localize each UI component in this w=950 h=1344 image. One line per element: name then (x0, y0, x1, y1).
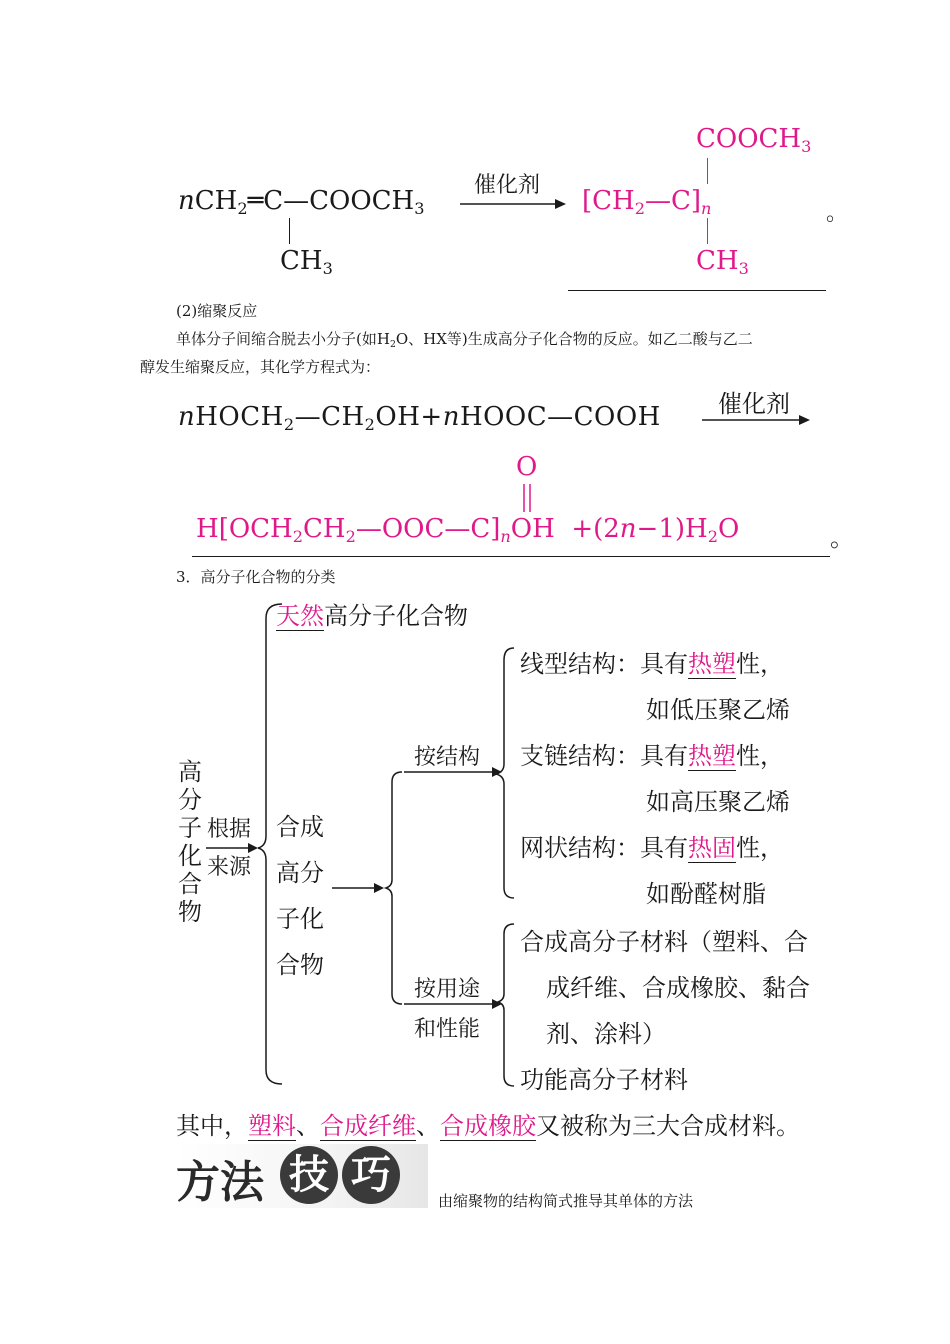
blank-natural: 天然 (276, 602, 324, 630)
eq1-product-top-bond (707, 158, 708, 184)
eq1-reactant: $nCH_2═C—COOCH_3$ (178, 186, 425, 218)
section2-paragraph-line1: 单体分子间缩合脱去小分子(如$H_2O$、HX等)生成高分子化合物的反应。如乙二酸与乙二 (176, 330, 753, 350)
tree-root-char: 化 (178, 842, 202, 870)
section2-heading: (2)缩聚反应 (176, 302, 258, 320)
tree-network: 网状结构：具有热固性， (520, 834, 784, 862)
tree-criterion-top: 根据 (207, 817, 252, 842)
eq2-reactants: $nHOCH_2—CH_2OH+nHOOC—COOH$ (178, 402, 661, 434)
eq2-end: 。 (830, 524, 854, 552)
tree-material-line3: 剂、涂料） (546, 1020, 666, 1048)
tree-by-use-1: 按用途 (414, 977, 481, 1002)
method-subtitle: 由缩聚物的结构简式推导其单体的方法 (438, 1192, 694, 1210)
method-badge-2: 巧 (342, 1146, 400, 1204)
eq1-c: C (263, 186, 284, 216)
eq2-answer-line (192, 556, 830, 557)
tree-root-char: 分 (178, 786, 202, 814)
tree-by-structure: 按结构 (414, 745, 481, 770)
tree-criterion-bottom: 来源 (207, 855, 252, 880)
eq1-answer-line (568, 290, 826, 291)
eq1-double-bond: ═ (247, 186, 264, 216)
eq1-end: 。 (826, 201, 849, 226)
eq1-product-bottom-bond (707, 218, 708, 244)
tree-root-char: 合 (178, 870, 202, 898)
tree-synthetic: 合成 高分 子化 合物 (276, 813, 324, 979)
tree-natural: 天然高分子化合物 (276, 602, 468, 630)
tree-branched-example: 如高压聚乙烯 (646, 788, 790, 816)
tree-linear-example: 如低压聚乙烯 (646, 696, 790, 724)
eq1-product-top: $COOCH_3$ (696, 124, 812, 156)
tree-functional: 功能高分子材料 (520, 1066, 688, 1094)
tree-root-char: 高 (178, 758, 202, 786)
eq2-catalyst: 催化剂 (718, 390, 790, 418)
eq1-product-bottom: $CH_3$ (696, 246, 749, 278)
eq1-cooch3: COOCH (309, 186, 415, 216)
tree-root-char: 物 (178, 898, 202, 926)
eq1-product: $[CH_2—C]_n$ (582, 186, 712, 218)
tree-material-line2: 成纤维、合成橡胶、黏合 (546, 974, 810, 1002)
method-banner (176, 1144, 428, 1208)
eq2-product-oxygen: O (516, 452, 538, 482)
section3-heading: 3．高分子化合物的分类 (176, 568, 336, 586)
tree-root (178, 758, 206, 926)
tree-network-example: 如酚醛树脂 (646, 880, 766, 908)
eq1-n: n (178, 186, 195, 216)
blank-network: 热固 (688, 834, 736, 862)
blank-branched: 热塑 (688, 742, 736, 770)
tree-root-char: 子 (178, 814, 202, 842)
eq1-reactant-bond (289, 218, 290, 244)
tree-linear: 线型结构：具有热塑性， (520, 650, 784, 678)
blank-plastic: 塑料 (248, 1112, 296, 1140)
method-title: 方法 (176, 1157, 264, 1208)
summary: 其中，塑料、合成纤维、合成橡胶又被称为三大合成材料。 (176, 1112, 800, 1140)
tree-material-line1: 合成高分子材料（塑料、合 (520, 928, 808, 956)
blank-rubber: 合成橡胶 (440, 1112, 536, 1140)
blank-linear: 热塑 (688, 650, 736, 678)
eq1-reactant-ch3: $CH_3$ (280, 246, 333, 278)
eq1-catalyst: 催化剂 (474, 173, 541, 198)
blank-fiber: 合成纤维 (320, 1112, 416, 1140)
section2-paragraph-line2: 醇发生缩聚反应，其化学方程式为： (140, 358, 381, 376)
tree-branched: 支链结构：具有热塑性， (520, 742, 784, 770)
eq1-ch2: CH (194, 186, 238, 216)
method-badge-1: 技 (280, 1146, 338, 1204)
tree-by-use-2: 和性能 (414, 1017, 481, 1042)
eq2-product: $H[OCH_2CH_2—OOC—C]_nOH +(2n-1)H_2O$ (196, 514, 740, 546)
